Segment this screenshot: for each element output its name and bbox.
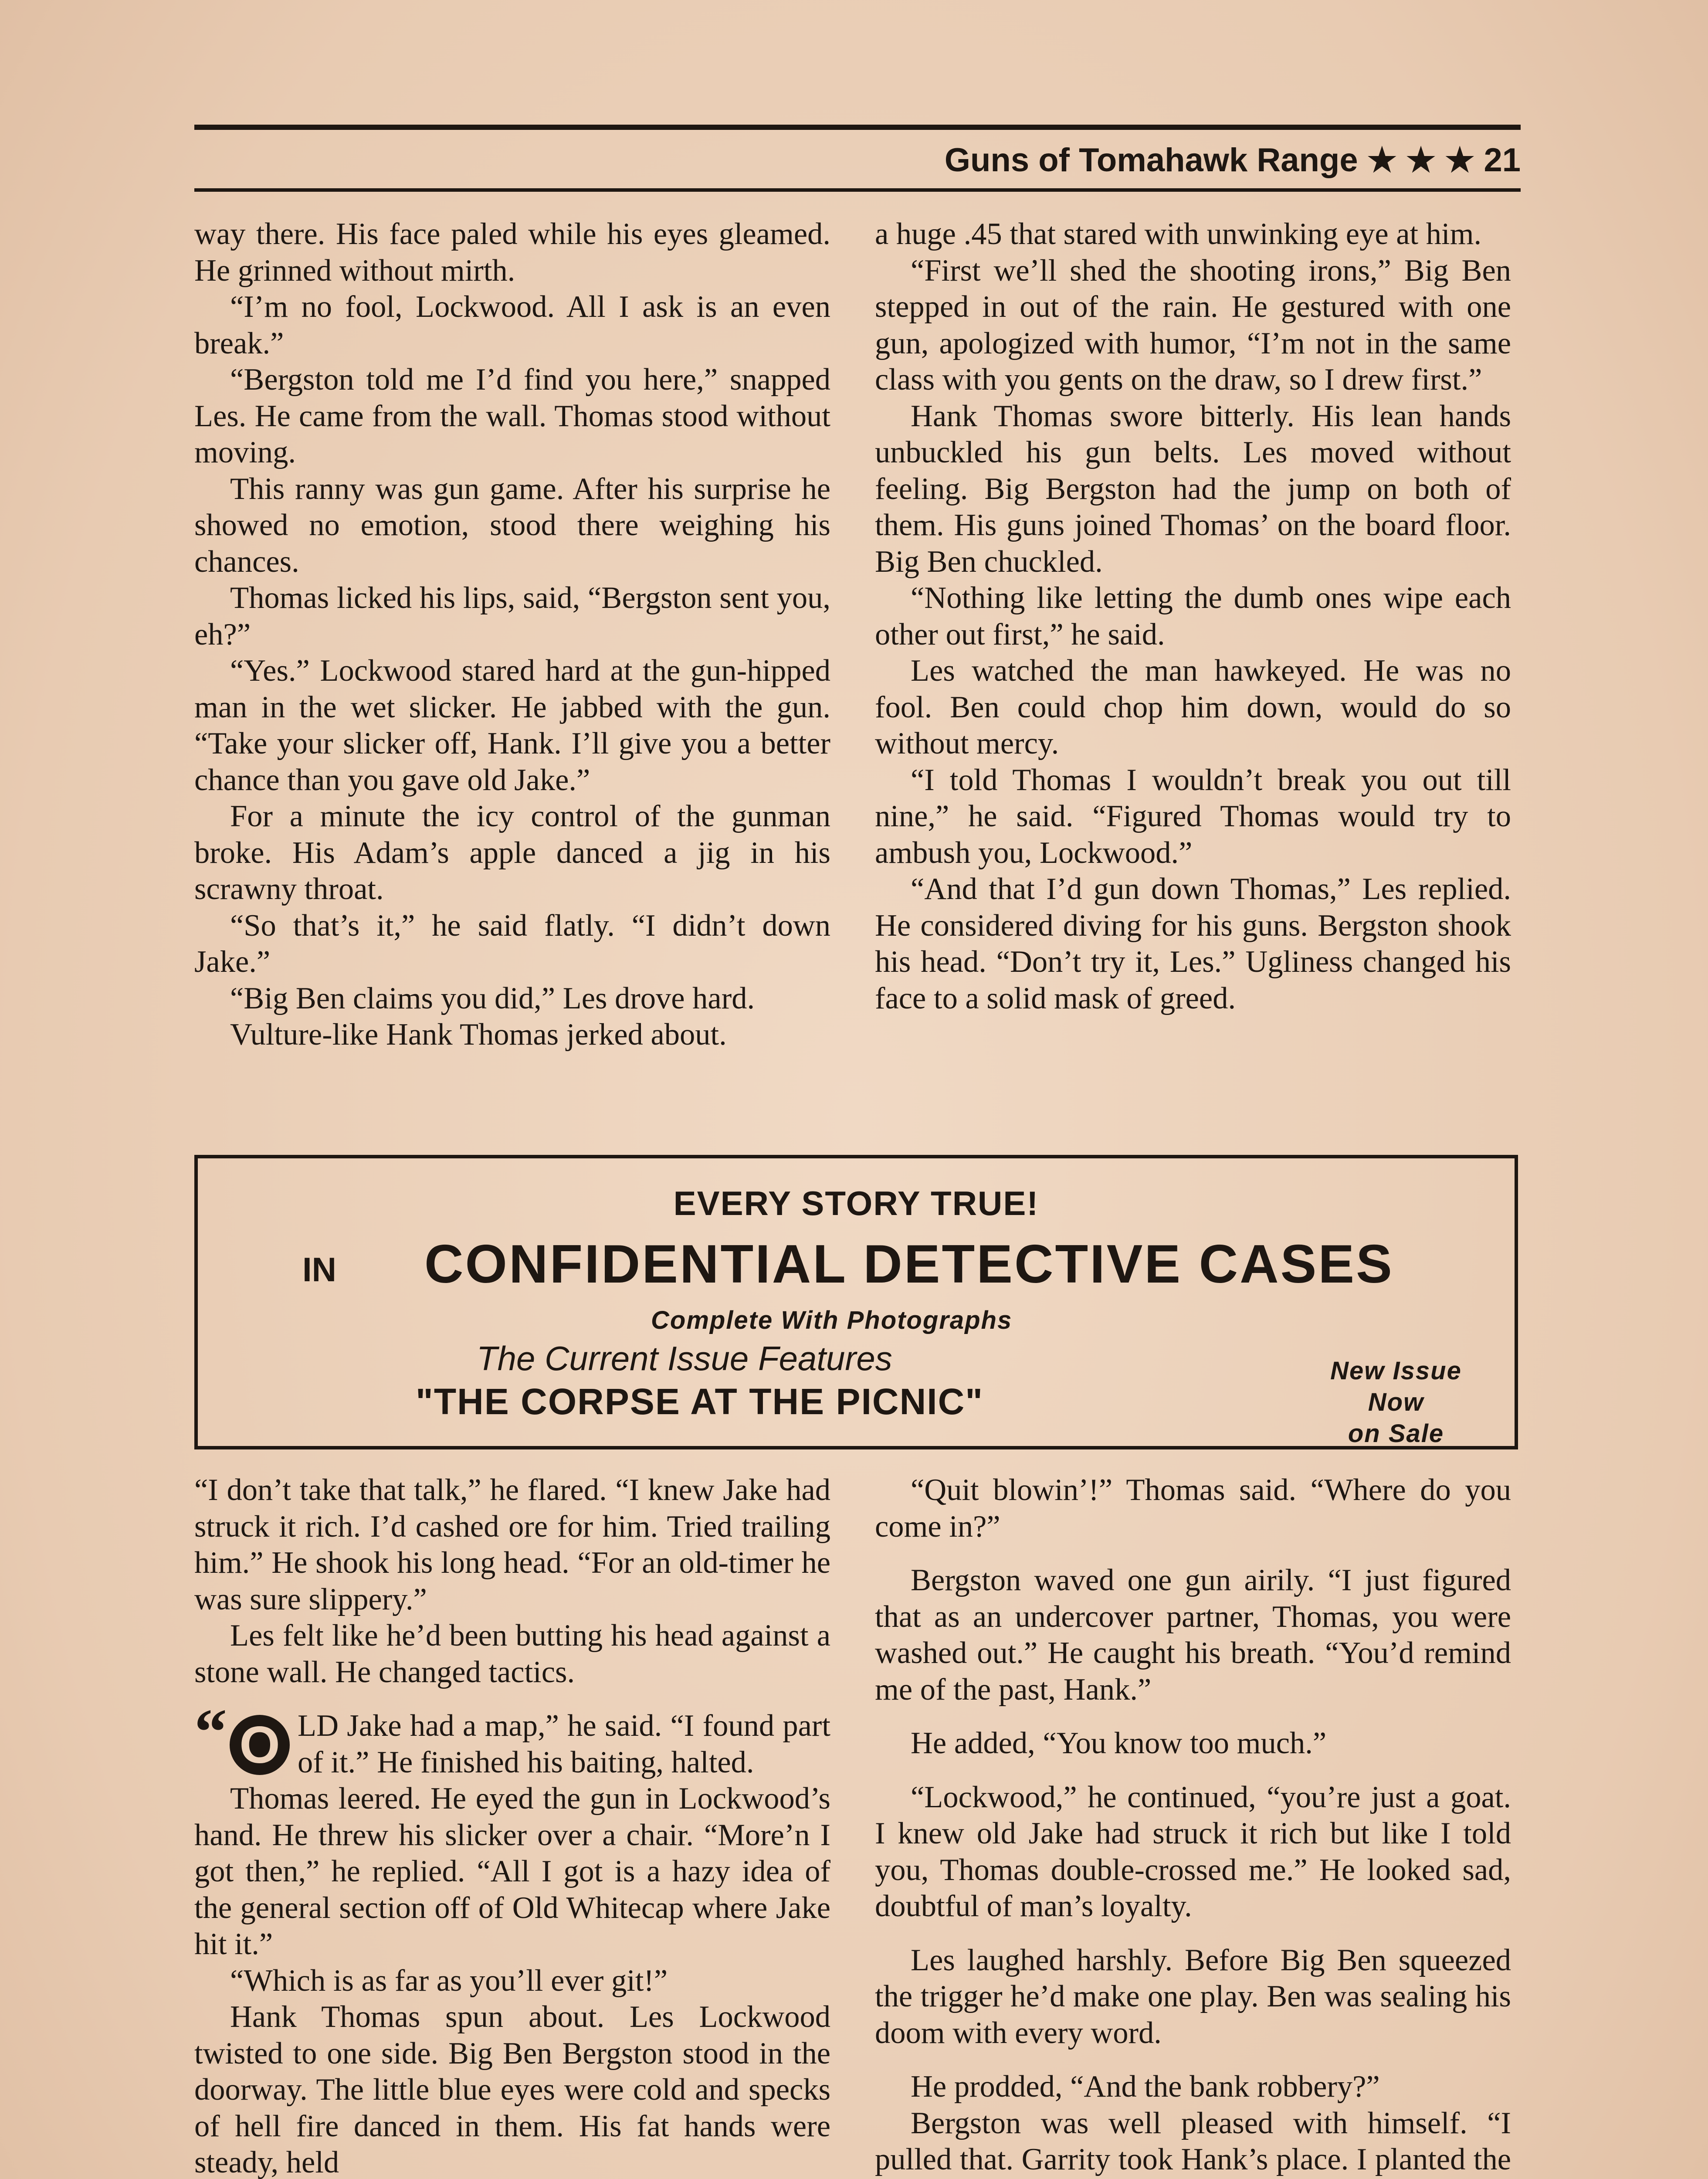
paragraph: “Nothing like letting the dumb ones wipe each other out first,” he said. xyxy=(875,581,1511,652)
ad-new-issue xyxy=(1305,1355,1488,1449)
paragraph: Bergston waved one gun airily. “I just figured that as an undercover partner, Thomas, you were washed out.” He caught his breath. “You’d remind me of the past, Hank.” xyxy=(875,1563,1511,1707)
column-right-bottom xyxy=(875,1472,1511,2179)
dropcap-quote: “ xyxy=(194,1696,227,1768)
header-rule xyxy=(194,188,1521,192)
paragraph: “Bergston told me I’d find you here,” snapped Les. He came from the wall. Thomas stood without moving. xyxy=(194,363,830,469)
paragraph: “First we’ll shed the shooting irons,” Big Ben stepped in out of the rain. He gestured with one gun, apologized with humor, “I’m not in the same class with you gents on the draw, so I drew first.” xyxy=(875,253,1511,397)
paragraph: Hank Thomas swore bitterly. His lean hands unbuckled his gun belts. Les moved without feeling. Big Bergston had the jump on both of them. His guns joined Thomas’ on the board floor. Big Ben chuckled. xyxy=(875,399,1511,579)
paragraph: Bergston was well pleased with himself. “I pulled that. Garrity took Hank’s place. I planted the xyxy=(875,2106,1511,2176)
dropcap-letter: O xyxy=(230,1715,290,1775)
dropcap-text: LD Jake had a map,” he said. “I found part of it.” He finished his baiting, halted. xyxy=(298,1709,830,1779)
column-right-top xyxy=(875,216,1511,1017)
paragraph: “Lockwood,” he continued, “you’re just a goat. I knew old Jake had struck it rich but like I told you, Thomas double-crossed me.” He looked sad, doubtful of man’s loyalty. xyxy=(875,1780,1511,1923)
ad-magazine-title: CONFIDENTIAL DETECTIVE CASES xyxy=(424,1234,1394,1294)
paragraph: For a minute the icy control of the gunman broke. His Adam’s apple danced a jig in his scrawny throat. xyxy=(194,799,830,906)
dropcap-paragraph xyxy=(194,1696,830,1781)
top-rule xyxy=(194,125,1521,130)
paragraph: Thomas licked his lips, said, “Bergston sent you, eh?” xyxy=(194,581,830,652)
paragraph: way there. His face paled while his eyes gleamed. He grinned without mirth. xyxy=(194,217,830,288)
ad-current-issue: The Current Issue Features xyxy=(477,1339,892,1378)
paragraph: “Big Ben claims you did,” Les drove hard. xyxy=(230,981,755,1015)
ad-headline: EVERY STORY TRUE! xyxy=(673,1184,1039,1222)
paragraph: He prodded, “And the bank robbery?” xyxy=(911,2070,1380,2104)
paragraph: a huge .45 that stared with unwinking eye at him. xyxy=(875,217,1482,251)
ad-subtitle: Complete With Photographs xyxy=(651,1306,1013,1334)
advertisement-box xyxy=(194,1155,1518,1449)
paragraph: Les felt like he’d been butting his head against a stone wall. He changed tactics. xyxy=(194,1619,830,1689)
paragraph: “Which is as far as you’ll ever git!” xyxy=(230,1963,668,1998)
column-left-bottom xyxy=(194,1472,830,2179)
paragraph: “Quit blowin’!” Thomas said. “Where do you come in?” xyxy=(875,1473,1511,1544)
column-left-top xyxy=(194,216,830,1053)
paragraph: “I told Thomas I wouldn’t break you out till nine,” he said. “Figured Thomas would try to ambush you, Lockwood.” xyxy=(875,763,1511,870)
paragraph: “I’m no fool, Lockwood. All I ask is an even break.” xyxy=(194,290,830,360)
ad-new-issue-line2: on Sale xyxy=(1348,1419,1444,1448)
paragraph: Thomas leered. He eyed the gun in Lockwood’s hand. He threw his slicker over a chair. “More’n I got then,” he replied. “All I got is a hazy idea of the general section off of Old Whitecap where Jake hit it.” xyxy=(194,1782,830,1961)
paragraph: Hank Thomas spun about. Les Lockwood twisted to one side. Big Ben Bergston stood in the doorway. The little blue eyes were cold and specks of hell fire danced in them. His fat hands were steady, held xyxy=(194,2000,830,2179)
paragraph: Les laughed harshly. Before Big Ben squeezed the trigger he’d make one play. Ben was sealing his doom with every word. xyxy=(875,1943,1511,2050)
paragraph: “I don’t take that talk,” he flared. “I knew Jake had struck it rich. I’d cashed ore for him. Tried trailing him.” He shook his long head. “For an old-timer he was sure slippery.” xyxy=(194,1473,830,1616)
paragraph: “Yes.” Lockwood stared hard at the gun-hipped man in the wet slicker. He jabbed with the gun. “Take your slicker off, Hank. I’ll give you a better chance than you gave old Jake.” xyxy=(194,654,830,797)
running-head: Guns of Tomahawk Range ★ ★ ★ 21 xyxy=(944,142,1521,179)
paragraph: “So that’s it,” he said flatly. “I didn’t down Jake.” xyxy=(194,908,830,979)
ad-feature-title: "THE CORPSE AT THE PICNIC" xyxy=(416,1381,984,1422)
paragraph: Vulture-like Hank Thomas jerked about. xyxy=(230,1018,727,1052)
ad-new-issue-line1: New Issue Now xyxy=(1330,1357,1462,1416)
paragraph: He added, “You know too much.” xyxy=(911,1726,1327,1760)
paragraph: This ranny was gun game. After his surprise he showed no emotion, stood there weighing his chances. xyxy=(194,472,830,579)
ad-in-label: IN xyxy=(302,1250,336,1289)
paragraph: “And that I’d gun down Thomas,” Les replied. He considered diving for his guns. Bergston shook his head. “Don’t try it, Les.” Ugliness changed his face to a solid mask of greed. xyxy=(875,872,1511,1015)
paragraph: Les watched the man hawkeyed. He was no fool. Ben could chop him down, would do so without mercy. xyxy=(875,654,1511,760)
